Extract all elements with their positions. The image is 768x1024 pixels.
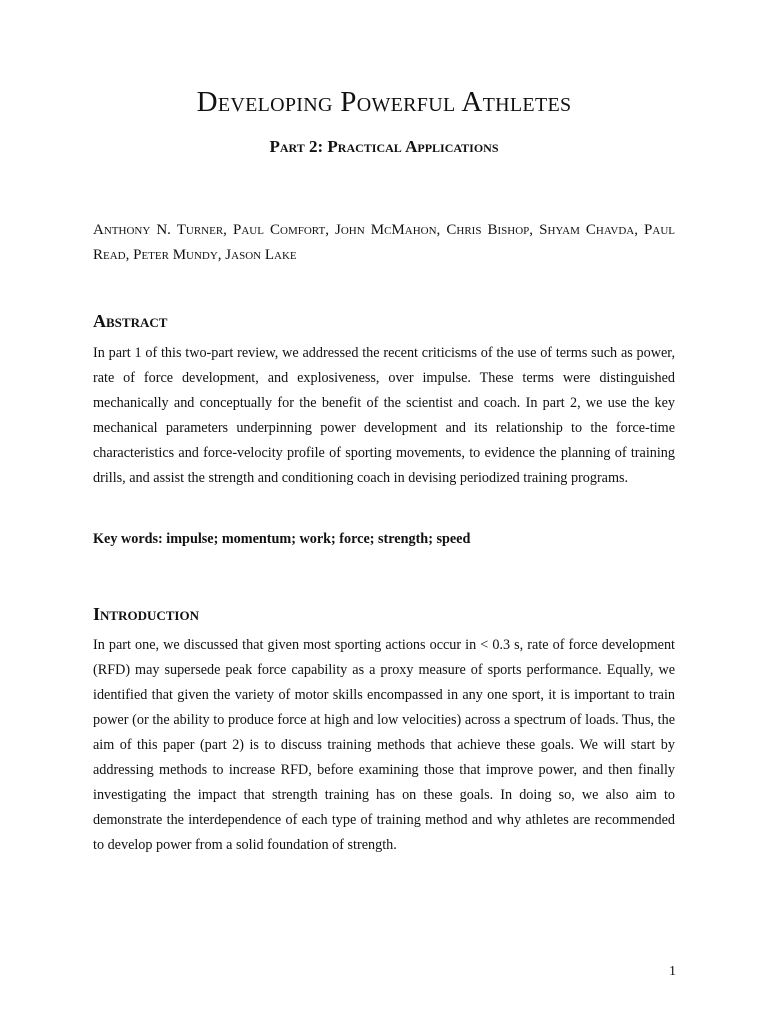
author-list: Anthony N. Turner, Paul Comfort, John McMahon, Chris Bishop, Shyam Chavda, Paul Read, Peter Mundy, Jason Lake [93,222,675,263]
introduction-heading: Introduction [93,604,199,624]
page-number: 1 [669,964,676,979]
paper-title: Developing Powerful Athletes [196,86,572,118]
keywords: Key words: impulse; momentum; work; force; strength; speed [93,531,471,547]
abstract-paragraph: In part 1 of this two-part review, we addressed the recent criticisms of the use of terms such as power, rate of force development, and explosiveness, over impulse. These terms were distinguished mechanically and conceptually for the benefit of the scientist and coach. In part 2, we use the key mechanical parameters underpinning power development and its relationship to the force-time characteristics and force-velocity profile of sporting movements, to evidence the planning of training drills, and assist the strength and conditioning coach in devising periodized training programs. [93,345,675,486]
paper-subtitle: Part 2: Practical Applications [269,137,499,156]
abstract-heading: Abstract [93,311,168,331]
introduction-paragraph: In part one, we discussed that given most sporting actions occur in < 0.3 s, rate of force development (RFD) may supersede peak force capability as a proxy measure of sports performance. Equally, we identified that given the variety of motor skills encompassed in any one sport, it is important to train power (or the ability to produce force at high and low velocities) across a spectrum of loads. Thus, the aim of this paper (part 2) is to discuss training methods that achieve these goals. We will start by addressing methods to increase RFD, before examining those that improve power, and then finally investigating the impact that strength training has on these goals. In doing so, we also aim to demonstrate the interdependence of each type of training method and why athletes are recommended to develop power from a solid foundation of strength. [93,637,675,853]
